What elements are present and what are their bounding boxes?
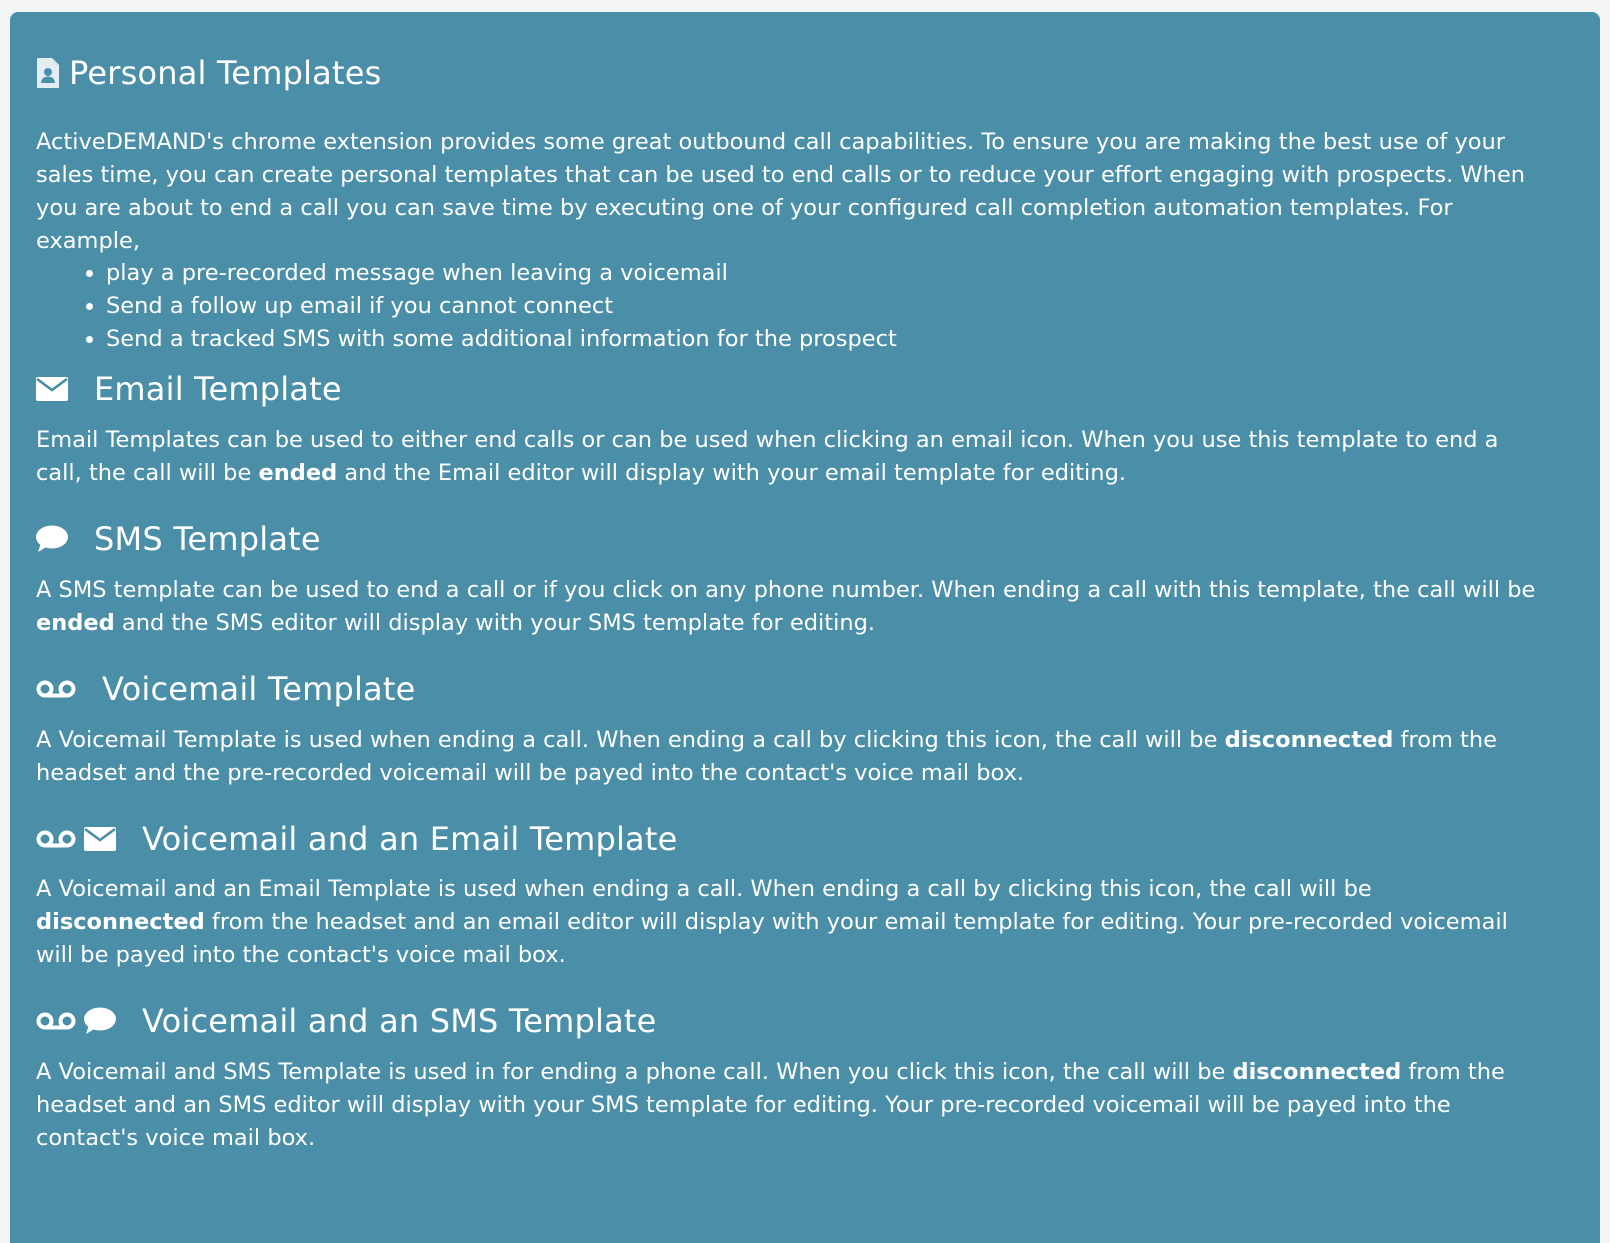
sms-template-description: A SMS template can be used to end a call or if you click on any phone number. When ending a call with this template, the call will be ended and the SMS editor will display with your SMS template for editing. [36, 577, 1536, 636]
voicemail-template-header [36, 670, 416, 708]
sms-template-header [36, 520, 321, 558]
voicemail-email-template-title: Voicemail and an Email Template [142, 820, 678, 858]
voicemail-template-title: Voicemail Template [102, 670, 416, 708]
email-template-title: Email Template [94, 370, 342, 408]
envelope-icon [84, 827, 116, 851]
email-template-header [36, 370, 342, 408]
example-list [80, 257, 897, 356]
email-template-description: Email Templates can be used to either end calls or can be used when clicking an email icon. When you use this template to end a call, the call will be ended and the Email editor will display with your email template for editing. [36, 427, 1499, 486]
voicemail-sms-template-header [36, 1002, 657, 1040]
voicemail-icon [36, 1011, 76, 1031]
personal-intro: ActiveDEMAND's chrome extension provides some great outbound call capabilities. To ensure you are making the best use of your sales time, you can create personal templates that can be used to end calls or to reduce your effort engaging with prospects. When you are about to end a call you can save time by executing one of your configured call completion automation templates. For example, [36, 129, 1526, 254]
speech-bubble-icon [36, 525, 68, 553]
list-item: • Send a follow up email if you cannot connect [106, 290, 897, 323]
voicemail-email-template-description: A Voicemail and an Email Template is used when ending a call. When ending a call by clicking this icon, the call will be disconnected from the headset and an email editor will display with your email template for editing. Your pre-recorded voicemail will be payed into the contact's voice mail box. [36, 876, 1508, 968]
list-item: • play a pre-recorded message when leaving a voicemail [106, 257, 897, 290]
voicemail-template-description: A Voicemail Template is used when ending a call. When ending a call by clicking this icon, the call will be disconnected from the headset and the pre-recorded voicemail will be payed into the contact's voice mail box. [36, 727, 1497, 786]
voicemail-email-template-header [36, 820, 678, 858]
voicemail-icon [36, 829, 76, 849]
voicemail-sms-template-description: A Voicemail and SMS Template is used in for ending a phone call. When you click this icon, the call will be disconnected from the headset and an SMS editor will display with your SMS template for editing. Your pre-recorded voicemail will be payed into the contact's voice mail box. [36, 1059, 1505, 1151]
speech-bubble-icon [84, 1007, 116, 1035]
list-item: • Send a tracked SMS with some additional information for the prospect [106, 323, 897, 356]
voicemail-icon [36, 679, 76, 699]
contact-file-icon [36, 57, 60, 89]
voicemail-sms-template-title: Voicemail and an SMS Template [142, 1002, 657, 1040]
page-title: Personal Templates [69, 54, 382, 92]
sms-template-title: SMS Template [94, 520, 321, 558]
templates-panel [10, 12, 1600, 1243]
personal-templates-header [36, 54, 382, 92]
envelope-icon [36, 377, 68, 401]
